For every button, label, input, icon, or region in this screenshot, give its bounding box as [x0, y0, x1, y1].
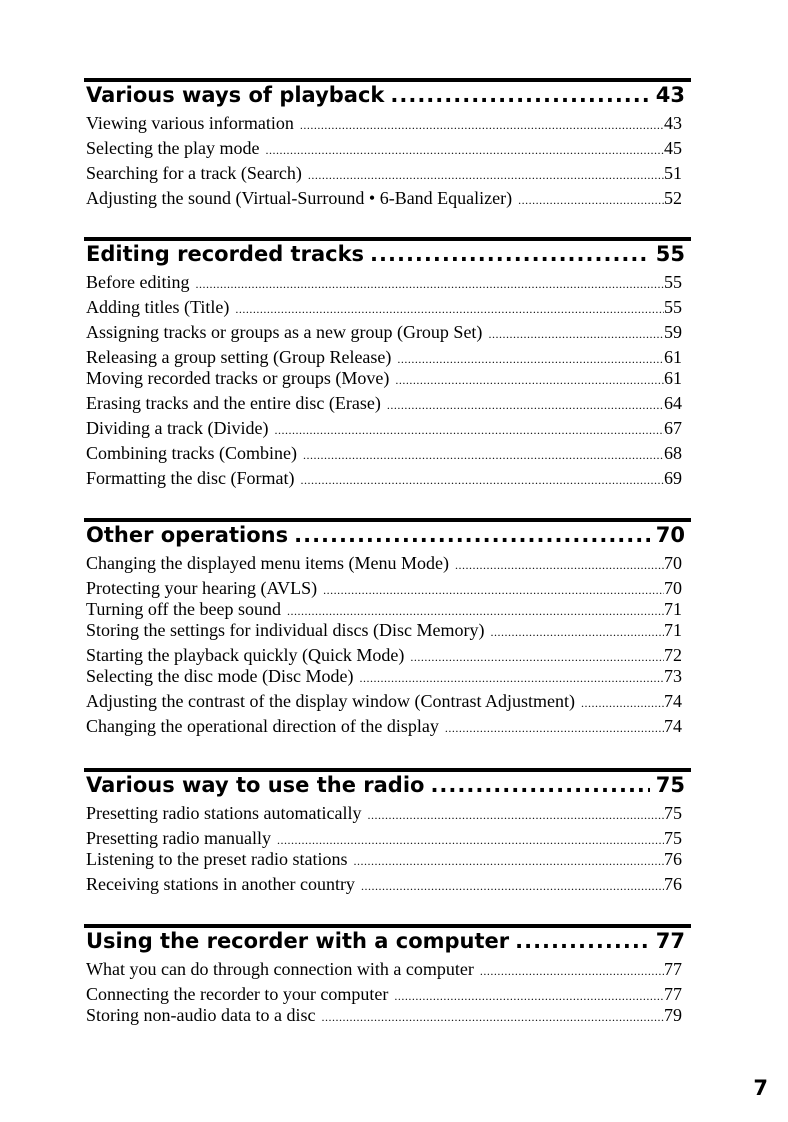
entry-page: 70: [664, 578, 682, 598]
entry-page: 77: [664, 959, 682, 979]
dot-leader: [430, 773, 649, 797]
dot-leader: [359, 671, 664, 686]
page-number: 7: [753, 1076, 768, 1100]
entry-title: Searching for a track (Search): [86, 163, 302, 183]
entry-page: 76: [664, 849, 682, 869]
entry-page: 77: [664, 984, 682, 1004]
entry-title: Combining tracks (Combine): [86, 443, 297, 463]
toc-entry[interactable]: [84, 849, 691, 874]
entry-page: 73: [664, 666, 682, 686]
toc-entry[interactable]: [84, 113, 691, 138]
entry-title: Before editing: [86, 272, 190, 292]
dot-leader: [323, 583, 664, 598]
entry-page: 68: [664, 443, 682, 463]
entry-page: 71: [664, 620, 682, 640]
toc-entry[interactable]: [84, 874, 691, 899]
section-heading[interactable]: [84, 523, 691, 553]
entry-title: Storing non-audio data to a disc: [86, 1005, 316, 1025]
entry-title: Formatting the disc (Format): [86, 468, 295, 488]
dot-leader: [581, 696, 664, 711]
entry-title: Assigning tracks or groups as a new group (Group Set): [86, 322, 483, 342]
entry-title: Listening to the preset radio stations: [86, 849, 348, 869]
toc-entry[interactable]: [84, 553, 691, 578]
toc-entry[interactable]: [84, 645, 691, 666]
entry-title: Moving recorded tracks or groups (Move): [86, 368, 390, 388]
entry-title: Selecting the play mode: [86, 138, 260, 158]
dot-leader: [195, 277, 664, 292]
entry-page: 67: [664, 418, 682, 438]
toc-section-playback: [84, 78, 691, 213]
dot-leader: [490, 625, 664, 640]
entry-title: Adding titles (Title): [86, 297, 230, 317]
toc-entry[interactable]: [84, 138, 691, 163]
toc-entry[interactable]: [84, 322, 691, 347]
toc-entry[interactable]: [84, 578, 691, 599]
entry-title: Connecting the recorder to your computer: [86, 984, 389, 1004]
entry-title: Viewing various information: [86, 113, 294, 133]
dot-leader: [321, 1010, 664, 1025]
entry-page: 51: [664, 163, 682, 183]
toc-entry[interactable]: [84, 368, 691, 393]
entry-title: Changing the displayed menu items (Menu Mode): [86, 553, 449, 573]
entry-title: Adjusting the contrast of the display window (Contrast Adjustment): [86, 691, 575, 711]
dot-leader: [274, 423, 664, 438]
toc-entry[interactable]: [84, 716, 691, 741]
entry-title: Dividing a track (Divide): [86, 418, 269, 438]
entry-page: 59: [664, 322, 682, 342]
dot-leader: [410, 650, 664, 665]
section-title: Using the recorder with a computer: [86, 929, 510, 953]
entry-title: Changing the operational direction of the display: [86, 716, 439, 736]
dot-leader: [455, 558, 664, 573]
entry-page: 52: [664, 188, 682, 208]
entry-title: Erasing tracks and the entire disc (Erase): [86, 393, 381, 413]
dot-leader: [394, 989, 664, 1004]
dot-leader: [390, 83, 649, 107]
dot-leader: [395, 373, 664, 388]
entry-page: 55: [664, 297, 682, 317]
section-title: Various way to use the radio: [86, 773, 425, 797]
dot-leader: [370, 242, 650, 266]
entry-title: Storing the settings for individual discs (Disc Memory): [86, 620, 485, 640]
dot-leader: [308, 168, 664, 183]
entry-title: Protecting your hearing (AVLS): [86, 578, 318, 598]
section-page: 75: [655, 773, 685, 797]
toc-entry[interactable]: [84, 347, 691, 368]
entry-title: Adjusting the sound (Virtual-Surround • 6-Band Equalizer): [86, 188, 513, 208]
entry-page: 64: [664, 393, 682, 413]
section-title: Editing recorded tracks: [86, 242, 365, 266]
section-heading[interactable]: [84, 773, 691, 803]
dot-leader: [518, 193, 664, 208]
dot-leader: [300, 118, 664, 133]
entry-page: 55: [664, 272, 682, 292]
toc-entry[interactable]: [84, 393, 691, 418]
toc-entry[interactable]: [84, 959, 691, 984]
section-page: 70: [655, 523, 685, 547]
dot-leader: [265, 143, 664, 158]
entry-page: 70: [664, 553, 682, 573]
entry-page: 79: [664, 1005, 682, 1025]
toc-entry[interactable]: [84, 468, 691, 493]
toc-entry[interactable]: [84, 272, 691, 297]
entry-page: 75: [664, 828, 682, 848]
entry-title: Receiving stations in another country: [86, 874, 355, 894]
dot-leader: [287, 604, 664, 619]
toc-section-computer: [84, 924, 691, 1030]
section-heading[interactable]: [84, 242, 691, 272]
dot-leader: [277, 833, 664, 848]
entry-title: Starting the playback quickly (Quick Mode): [86, 645, 405, 665]
toc-entry[interactable]: [84, 691, 691, 716]
entry-title: Presetting radio stations automatically: [86, 803, 362, 823]
dot-leader: [397, 352, 664, 367]
section-page: 77: [655, 929, 685, 953]
entry-page: 74: [664, 716, 682, 736]
toc-entry[interactable]: [84, 163, 691, 188]
toc-entry[interactable]: [84, 1005, 691, 1030]
section-page: 55: [655, 242, 685, 266]
section-heading[interactable]: [84, 929, 691, 959]
toc-entry[interactable]: [84, 984, 691, 1005]
entry-page: 69: [664, 468, 682, 488]
entry-title: What you can do through connection with a computer: [86, 959, 474, 979]
toc-section-editing: [84, 237, 691, 493]
entry-page: 75: [664, 803, 682, 823]
toc-entry[interactable]: [84, 666, 691, 691]
dot-leader: [367, 808, 664, 823]
entry-title: Selecting the disc mode (Disc Mode): [86, 666, 354, 686]
section-page: 43: [655, 83, 685, 107]
entry-page: 61: [664, 347, 682, 367]
dot-leader: [353, 854, 664, 869]
section-heading[interactable]: [84, 83, 691, 113]
dot-leader: [361, 879, 664, 894]
toc-entry[interactable]: [84, 620, 691, 645]
toc-entry[interactable]: [84, 188, 691, 213]
toc-section-radio: [84, 768, 691, 899]
entry-title: Presetting radio manually: [86, 828, 271, 848]
dot-leader: [515, 929, 650, 953]
entry-page: 45: [664, 138, 682, 158]
entry-title: Turning off the beep sound: [86, 599, 281, 619]
entry-page: 43: [664, 113, 682, 133]
toc-entry[interactable]: [84, 297, 691, 322]
entry-title: Releasing a group setting (Group Release): [86, 347, 392, 367]
dot-leader: [488, 327, 664, 342]
dot-leader: [300, 473, 664, 488]
dot-leader: [235, 302, 664, 317]
entry-page: 74: [664, 691, 682, 711]
dot-leader: [445, 721, 664, 736]
toc-entry[interactable]: [84, 599, 691, 620]
dot-leader: [387, 398, 664, 413]
toc-section-other-operations: [84, 518, 691, 741]
entry-page: 76: [664, 874, 682, 894]
entry-page: 61: [664, 368, 682, 388]
entry-page: 72: [664, 645, 682, 665]
toc-entry[interactable]: [84, 803, 691, 828]
entry-page: 71: [664, 599, 682, 619]
dot-leader: [303, 448, 664, 463]
toc-entry[interactable]: [84, 418, 691, 443]
toc-entry[interactable]: [84, 828, 691, 849]
section-title: Various ways of playback: [86, 83, 385, 107]
toc-entry[interactable]: [84, 443, 691, 468]
dot-leader: [294, 523, 650, 547]
dot-leader: [480, 964, 664, 979]
section-title: Other operations: [86, 523, 289, 547]
